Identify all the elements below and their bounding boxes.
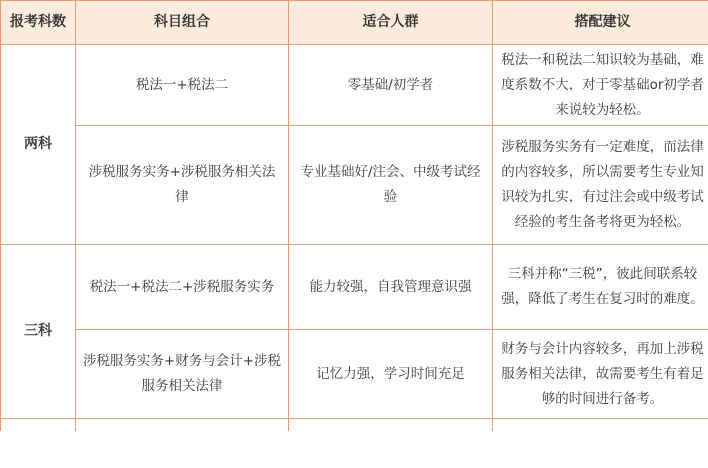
suit-cell: 专业基础好/注会、中级考试经验 bbox=[289, 126, 493, 245]
table-row bbox=[1, 126, 708, 245]
combo-cell: 涉税服务实务+涉税服务相关法律 bbox=[76, 126, 289, 245]
advice-cell: 财务与会计内容较多，再加上涉税服务相关法律，故需要考生有着足够的时间进行备考。 bbox=[493, 330, 708, 419]
advice-cell: 税法一和税法二知识较为基础，难度系数不大，对于零基础or初学者来说较为轻松。 bbox=[493, 45, 708, 126]
combo-cell: 税法一+税法二+涉税服务实务 bbox=[76, 245, 289, 330]
header-suit: 适合人群 bbox=[289, 1, 493, 45]
suit-cell: 记忆力强，学习时间充足 bbox=[289, 330, 493, 419]
empty-cell bbox=[493, 419, 708, 432]
suit-cell: 零基础/初学者 bbox=[289, 45, 493, 126]
header-combo: 科目组合 bbox=[76, 1, 289, 45]
group-label-two: 两科 bbox=[1, 45, 76, 245]
header-count: 报考科数 bbox=[1, 1, 76, 45]
empty-cell bbox=[76, 419, 289, 432]
advice-cell: 三科并称“三税”，彼此间联系较强，降低了考生在复习时的难度。 bbox=[493, 245, 708, 330]
header-advice: 搭配建议 bbox=[493, 1, 708, 45]
advice-cell: 涉税服务实务有一定难度，而法律的内容较多，所以需要考生专业知识较为扎实，有过注会或中级考试经验的考生备考将更为轻松。 bbox=[493, 126, 708, 245]
combo-cell: 涉税服务实务+财务与会计+涉税服务相关法律 bbox=[76, 330, 289, 419]
group-label-three: 三科 bbox=[1, 245, 76, 419]
empty-cell bbox=[289, 419, 493, 432]
empty-cell bbox=[1, 419, 76, 432]
table-row-cutoff bbox=[1, 419, 708, 432]
table-row bbox=[1, 245, 708, 330]
table-row bbox=[1, 330, 708, 419]
suit-cell: 能力较强，自我管理意识强 bbox=[289, 245, 493, 330]
table-row bbox=[1, 45, 708, 126]
header-row bbox=[1, 1, 708, 45]
combo-cell: 税法一+税法二 bbox=[76, 45, 289, 126]
